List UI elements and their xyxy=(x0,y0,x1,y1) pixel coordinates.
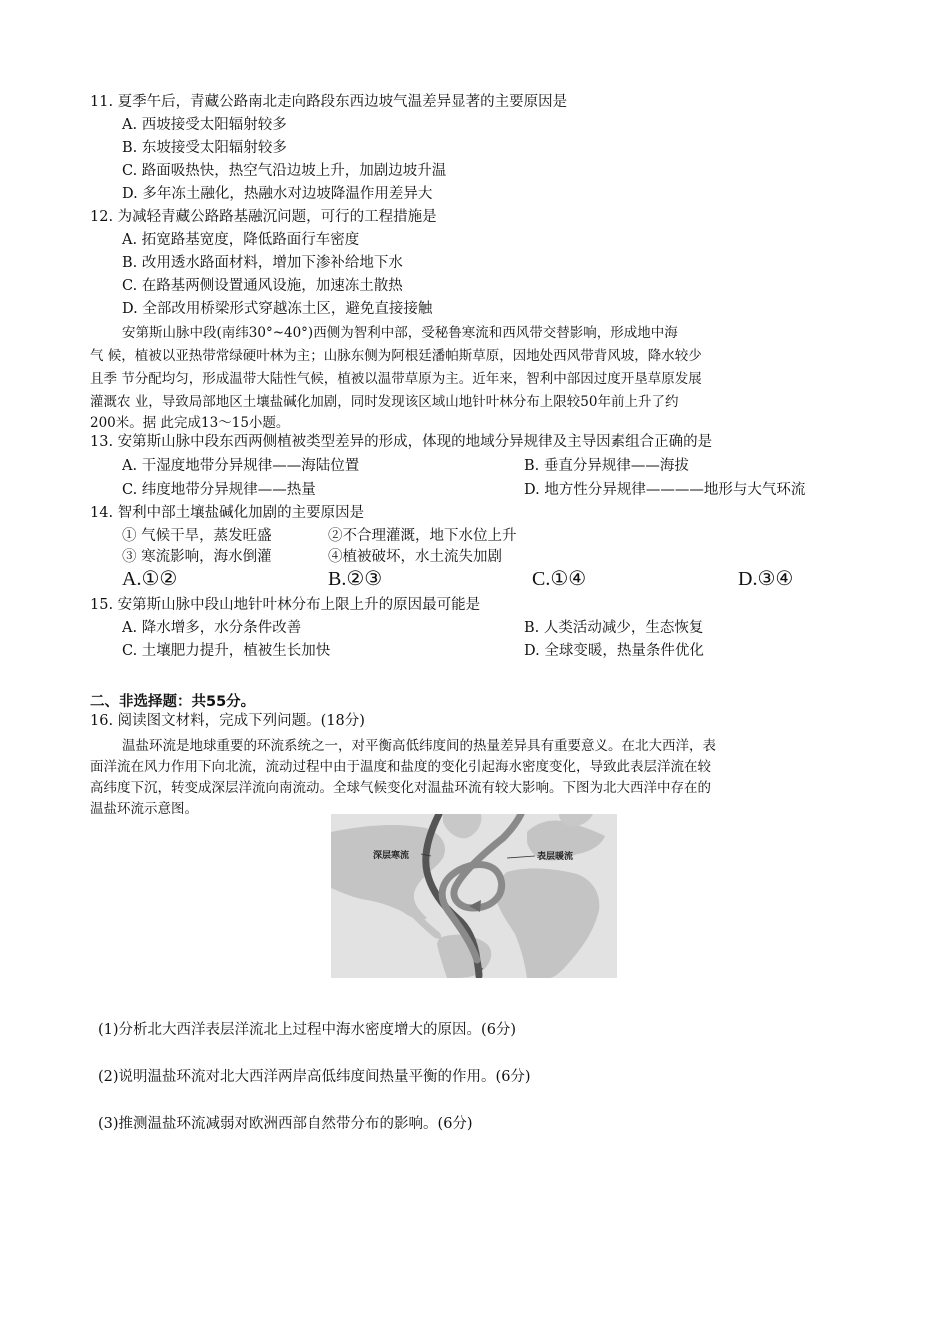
q12-option-c: C. 在路基两侧设置通风设施，加速冻土散热 xyxy=(122,278,403,294)
q11-option-d: D. 多年冻土融化，热融水对边坡降温作用差异大 xyxy=(122,186,433,202)
q16-passage-line-2: 面洋流在风力作用下向北流，流动过程中由于温度和盐度的变化引起海水密度变化，导致此表层洋流在较 xyxy=(90,759,711,775)
q11-option-b: B. 东坡接受太阳辐射较多 xyxy=(122,140,287,156)
q16-passage-line-4: 温盐环流示意图。 xyxy=(90,801,198,817)
q16-passage-line-3: 高纬度下沉，转变成深层洋流向南流动。全球气候变化对温盐环流有较大影响。下图为北大西洋中存在的 xyxy=(90,780,711,796)
label-deep-cold-current: 深层寒流 xyxy=(373,851,410,861)
q12-option-d: D. 全部改用桥梁形式穿越冻土区，避免直接接触 xyxy=(122,301,433,317)
q11-option-a: A. 西坡接受太阳辐射较多 xyxy=(122,117,287,133)
q13-option-b: B. 垂直分异规律——海拔 xyxy=(524,458,689,474)
q14-option-d: D.③④ xyxy=(738,568,794,590)
q14-option-a: A.①② xyxy=(122,568,178,590)
q11-option-c: C. 路面吸热快，热空气沿边坡上升，加剧边坡升温 xyxy=(122,163,447,179)
q13-option-c: C. 纬度地带分异规律——热量 xyxy=(122,482,316,498)
q16-stem: 16. 阅读图文材料，完成下列问题。(18分) xyxy=(90,713,365,729)
section2-title: 二、非选择题：共55分。 xyxy=(90,694,256,710)
q15-option-c: C. 土壤肥力提升，植被生长加快 xyxy=(122,643,331,659)
q12-stem: 12. 为减轻青藏公路路基融沉问题，可行的工程措施是 xyxy=(90,209,437,225)
q14-option-b: B.②③ xyxy=(328,568,383,590)
q15-option-a: A. 降水增多，水分条件改善 xyxy=(122,620,302,636)
q16-sub-question-1: (1)分析北大西洋表层洋流北上过程中海水密度增大的原因。(6分) xyxy=(98,1022,517,1038)
q13-option-d: D. 地方性分异规律————地形与大气环流 xyxy=(524,482,806,498)
q13-stem: 13. 安第斯山脉中段东西两侧植被类型差异的形成，体现的地域分异规律及主导因素组合正确的是 xyxy=(90,434,713,450)
passage1-line-4: 灌溉农 业，导致局部地区土壤盐碱化加剧，同时发现该区域山地针叶林分布上限较50年前上升了约 xyxy=(90,394,679,410)
label-surface-warm-current: 表层暖流 xyxy=(537,852,574,862)
q14-option-c: C.①④ xyxy=(532,568,587,590)
passage1-line-3: 且季 节分配均匀，形成温带大陆性气候，植被以温带草原为主。近年来，智利中部因过度开垦草原发展 xyxy=(90,371,702,387)
q14-item-1: ① 气候干旱，蒸发旺盛 xyxy=(122,528,272,544)
q16-sub-question-2: (2)说明温盐环流对北大西洋两岸高低纬度间热量平衡的作用。(6分) xyxy=(98,1069,531,1085)
passage1-line-2: 气 候，植被以亚热带常绿硬叶林为主；山脉东侧为阿根廷潘帕斯草原，因地处西风带背风坡，降水较少 xyxy=(90,348,702,364)
q11-stem: 11. 夏季午后，青藏公路南北走向路段东西边坡气温差异显著的主要原因是 xyxy=(90,94,568,110)
q15-stem: 15. 安第斯山脉中段山地针叶林分布上限上升的原因最可能是 xyxy=(90,597,481,613)
thermohaline-circulation-map xyxy=(331,814,617,978)
q13-option-a: A. 干湿度地带分异规律——海陆位置 xyxy=(122,458,360,474)
q12-option-b: B. 改用透水路面材料，增加下渗补给地下水 xyxy=(122,255,403,271)
q16-passage-line-1: 温盐环流是地球重要的环流系统之一，对平衡高低纬度间的热量差异具有重要意义。在北大西洋，表 xyxy=(122,738,716,754)
q14-item-3: ③ 寒流影响，海水倒灌 xyxy=(122,549,272,565)
q15-option-b: B. 人类活动减少，生态恢复 xyxy=(524,620,704,636)
q15-option-d: D. 全球变暖，热量条件优化 xyxy=(524,643,704,659)
q14-stem: 14. 智利中部土壤盐碱化加剧的主要原因是 xyxy=(90,505,365,521)
q12-option-a: A. 拓宽路基宽度，降低路面行车密度 xyxy=(122,232,360,248)
passage1-line-1: 安第斯山脉中段(南纬30°~40°)西侧为智利中部，受秘鲁寒流和西风带交替影响，形成地中海 xyxy=(122,325,678,341)
q14-item-2: ②不合理灌溉，地下水位上升 xyxy=(328,528,517,544)
q14-item-4: ④植被破坏，水土流失加剧 xyxy=(328,549,502,565)
q16-sub-question-3: (3)推测温盐环流减弱对欧洲西部自然带分布的影响。(6分) xyxy=(98,1116,473,1132)
passage1-line-5: 200米。据 此完成13～15小题。 xyxy=(90,415,290,431)
map-svg xyxy=(331,814,617,978)
